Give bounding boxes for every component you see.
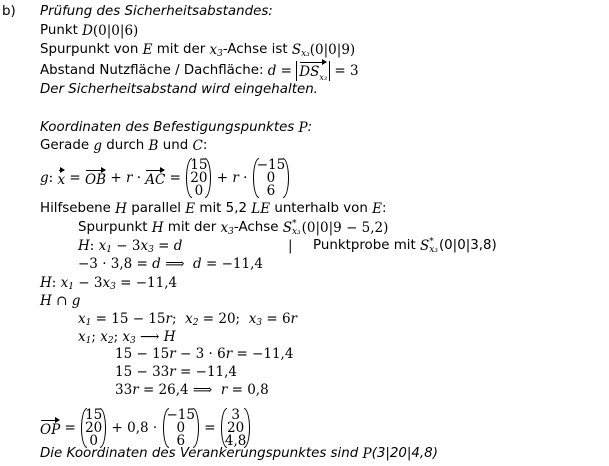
heading-safety-check [40, 3, 273, 21]
math-expression: − 3 [73, 275, 103, 291]
math-variable: d [173, 238, 183, 254]
math-expression: − 3 · 6 [175, 346, 226, 362]
point-test-note [313, 237, 497, 255]
trace-point-h [78, 219, 388, 237]
math-variable: x [78, 329, 86, 345]
subscript: 3 [110, 282, 116, 292]
math-expression: : [48, 170, 58, 186]
math-expression: + [212, 170, 233, 186]
equation-step-2 [115, 363, 237, 381]
vector-component: 0 [266, 169, 276, 186]
math-expression: (0|0|9) [309, 42, 356, 58]
plane-h-equation [40, 274, 177, 292]
text-segment: -Achse [233, 220, 283, 235]
conclusion-safety [40, 81, 318, 99]
math-variable: E [185, 201, 196, 217]
text-segment: mit der [163, 220, 221, 235]
math-variable: x [220, 220, 229, 236]
subscript: 1 [68, 282, 74, 292]
math-expression: − 3 [111, 238, 141, 254]
math-expression: : [51, 275, 61, 291]
text-segment: Punktprobe mit [313, 238, 420, 253]
vector-component: 6 [266, 182, 276, 199]
subscript: 1 [85, 336, 92, 346]
math-expression: (0|0|9 − 5,2) [301, 220, 389, 236]
column-vector [186, 158, 211, 198]
math-expression: 33 [115, 382, 133, 398]
subscript: 1 [85, 318, 92, 328]
text-segment: mit der [152, 42, 210, 57]
math-expression: ⟶ [135, 329, 164, 345]
subscript: 1 [106, 245, 112, 255]
math-expression: + 0,8 · [107, 420, 162, 436]
heading-coordinates [40, 119, 312, 137]
math-variable: r [220, 382, 228, 398]
math-expression: = −11,4 [201, 256, 263, 272]
math-variable: S [282, 220, 292, 236]
math-variable: E [372, 201, 382, 217]
math-variable: C [192, 138, 203, 154]
text-segment: Prüfung des Sicherheitsabstandes: [40, 4, 273, 19]
text-segment: und [158, 138, 193, 153]
subscript: x₃ [429, 245, 438, 255]
math-expression: −3 · 3,8 = [78, 256, 153, 272]
distance-line [40, 61, 359, 81]
text-segment: Abstand Nutzfläche / Dachfläche: [40, 63, 268, 78]
math-expression: = 20; [198, 311, 249, 327]
coordinates-param [78, 310, 297, 328]
math-variable: H [40, 275, 52, 291]
vector-component: 0 [194, 182, 204, 199]
math-variable: x [140, 238, 149, 254]
final-answer [40, 445, 438, 463]
math-variable: g [40, 170, 49, 186]
subscript: x₃ [319, 72, 328, 82]
math-expression: ; [113, 329, 123, 345]
subscript: 3 [256, 318, 263, 328]
math-expression: ∩ [51, 293, 72, 309]
text-segment: Hilfsebene [40, 201, 116, 216]
math-variable: x [78, 311, 86, 327]
point-d [40, 22, 138, 40]
math-expression: | [288, 238, 293, 254]
math-expression: · [132, 170, 146, 186]
math-variable: H [78, 238, 90, 254]
math-variable: P [298, 120, 308, 136]
math-expression: ⟹ [160, 256, 194, 272]
text-segment: mit 5,2 [195, 201, 252, 216]
math-variable: r [225, 346, 233, 362]
text-segment: Spurpunkt [78, 220, 152, 235]
math-expression: = [200, 420, 220, 436]
math-variable: x [60, 275, 69, 291]
math-variable: E [142, 42, 153, 58]
solve-d [78, 255, 263, 273]
vector-arrow-name: OP [40, 418, 60, 439]
text-segment: Spurpunkt von [40, 42, 143, 57]
math-variable: H [115, 201, 127, 217]
math-expression: ; [91, 329, 101, 345]
separator-bar [288, 237, 293, 255]
math-variable: H [40, 293, 52, 309]
math-variable: x [185, 311, 193, 327]
sup-subscript [429, 238, 438, 254]
vector-component: 15 [85, 406, 103, 423]
vector-arrow-name: AC [145, 168, 165, 189]
text-segment: Die Koordinaten des Verankerungspunktes sind [40, 446, 363, 461]
vector-component: 20 [190, 169, 208, 186]
text-segment: -Achse ist [222, 42, 292, 57]
math-variable: D [82, 23, 93, 39]
subscript: 2 [107, 336, 114, 346]
subscript: 3 [130, 336, 136, 346]
text-segment: Gerade [40, 138, 94, 153]
math-expression: = 6 [262, 311, 291, 327]
text-segment: parallel [126, 201, 186, 216]
vector-component: −15 [256, 156, 286, 173]
math-variable: d [152, 256, 161, 272]
text-segment: unterhalb von [270, 201, 373, 216]
vector-component: 15 [190, 156, 208, 173]
column-vector [81, 408, 106, 448]
subscript: 2 [192, 318, 199, 328]
math-expression: = [165, 170, 186, 186]
vector-arrow-name: OB [85, 168, 106, 189]
math-expression: = −11,4 [175, 364, 237, 380]
math-variable: d [193, 256, 202, 272]
math-variable: r [132, 382, 139, 398]
text-segment: (3|20|4,8) [371, 446, 438, 461]
math-variable: r [169, 364, 176, 380]
math-variable: x [102, 275, 111, 291]
math-variable: x [248, 311, 257, 327]
math-variable: g [71, 293, 81, 309]
equation-step-1 [115, 345, 293, 363]
math-expression: = [153, 238, 174, 254]
vector-arrow-name [299, 60, 327, 83]
part-label: b) [2, 4, 16, 19]
math-expression: + [106, 170, 126, 186]
math-expression: = 15 − 15 [91, 311, 166, 327]
math-expression: ; [171, 311, 186, 327]
math-expression: 15 − 15 [115, 346, 170, 362]
math-expression: · [238, 170, 252, 186]
text-segment: : [381, 201, 387, 216]
math-expression: 15 − 33 [115, 364, 170, 380]
trace-point-e [40, 41, 355, 59]
math-variable: H [151, 220, 164, 236]
text-segment: Koordinaten des Befestigungspunktes [40, 120, 299, 135]
column-vector [163, 408, 200, 448]
text-segment: : [307, 120, 313, 135]
math-expression: = 3 [330, 63, 359, 79]
math-variable: r [125, 170, 133, 186]
subscript: 3 [228, 227, 234, 237]
text-segment: Punkt [40, 23, 83, 38]
math-expression: = [276, 63, 297, 79]
equation-step-3 [115, 381, 269, 399]
superscript-star: * [291, 219, 297, 229]
math-expression: = [60, 420, 81, 436]
math-expression: = [65, 170, 86, 186]
auxiliary-plane-heading [40, 200, 386, 218]
sup-subscript [292, 220, 301, 236]
column-vector [253, 158, 290, 198]
math-variable: d [267, 63, 277, 79]
vector-component: 3 [231, 406, 240, 423]
vector-component: −15 [166, 406, 195, 423]
vector-component: 20 [227, 419, 245, 436]
line-g-heading [40, 137, 207, 155]
math-variable: x [100, 329, 108, 345]
vector-component: 20 [85, 419, 103, 436]
subscript: x₃ [291, 227, 301, 237]
math-variable: B [148, 138, 159, 154]
absolute-value [296, 61, 330, 81]
text-segment: durch [101, 138, 149, 153]
math-variable: g [93, 138, 102, 154]
vector-label: DS [299, 63, 320, 80]
math-expression: = −11,4 [232, 346, 294, 362]
intersection-heading [40, 292, 80, 310]
vector-component: 6 [176, 432, 186, 449]
column-vector [221, 408, 250, 448]
math-variable: H [163, 329, 176, 345]
math-variable: S [291, 42, 302, 58]
text-segment: Der Sicherheitsabstand wird eingehalten. [40, 82, 318, 97]
superscript-star: * [429, 237, 434, 247]
math-variable: x [209, 42, 218, 58]
vector-arrow-name: x [58, 168, 66, 189]
math-expression: (0|0|6) [92, 23, 139, 39]
vector-component: 4,8 [224, 432, 247, 449]
math-variable: P [362, 446, 372, 462]
math-expression: : [89, 238, 99, 254]
text-segment: (0|0|3,8) [438, 238, 497, 253]
vector-op-computation [40, 408, 251, 448]
math-variable: r [165, 311, 172, 327]
math-variable: r [290, 311, 297, 327]
math-variable: x [98, 238, 107, 254]
plane-h-general [78, 237, 182, 255]
math-variable: S [420, 238, 430, 254]
math-variable: x [122, 329, 131, 345]
math-variable: LE [251, 201, 271, 217]
vector-component: 0 [176, 419, 186, 436]
subscript: 3 [217, 49, 223, 59]
vector-component: 0 [89, 432, 98, 449]
text-segment: : [202, 138, 208, 153]
math-variable: r [169, 346, 176, 362]
math-expression: = 26,4 ⟹ [138, 382, 221, 398]
subscript: 3 [148, 245, 154, 255]
subscript: x₃ [301, 49, 310, 59]
line-g-equation [40, 158, 290, 198]
math-expression: = −11,4 [115, 275, 178, 291]
math-variable: r [232, 170, 239, 186]
substitute-into-h [78, 328, 175, 346]
math-expression: = 0,8 [227, 382, 269, 398]
